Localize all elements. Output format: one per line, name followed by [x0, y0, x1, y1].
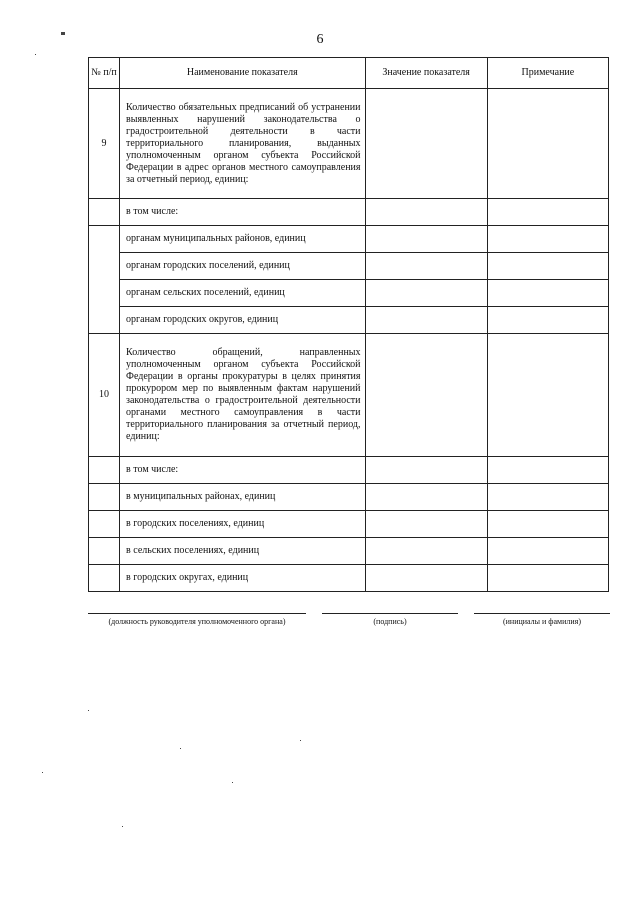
scan-speck — [122, 826, 123, 827]
position-signature-line[interactable] — [88, 613, 306, 615]
table-row — [89, 334, 609, 457]
table-row — [89, 565, 609, 592]
scan-speck — [180, 748, 181, 749]
row-number — [89, 538, 120, 565]
table-row — [89, 253, 609, 280]
note-cell[interactable] — [487, 89, 608, 199]
row-number: 9 — [89, 89, 120, 199]
row-name: Количество обращений, направленных уполномоченным органом субъекта Российской Федерации в органы прокуратуры в целях принятия прокурором мер по выявленным фактам нарушений законодательства о градостроительной деятельности органами местного самоуправления в части территориального планирования за отчетный период, единиц: — [120, 334, 365, 457]
row-name: в том числе: — [120, 457, 365, 484]
row-name: в городских поселениях, единиц — [120, 511, 365, 538]
row-name: органам муниципальных районов, единиц — [120, 226, 365, 253]
header-number: № п/п — [89, 58, 120, 89]
value-cell[interactable] — [365, 457, 487, 484]
table-row — [89, 226, 609, 253]
row-number — [89, 199, 120, 226]
row-name: в том числе: — [120, 199, 365, 226]
note-cell[interactable] — [487, 334, 608, 457]
table-header-row — [89, 58, 609, 89]
table-row — [89, 538, 609, 565]
value-cell[interactable] — [365, 511, 487, 538]
row-name: в муниципальных районах, единиц — [120, 484, 365, 511]
row-number: 10 — [89, 334, 120, 457]
note-cell[interactable] — [487, 199, 608, 226]
value-cell[interactable] — [365, 307, 487, 334]
scan-speck — [300, 740, 301, 741]
name-signature-line[interactable] — [474, 613, 610, 615]
note-cell[interactable] — [487, 307, 608, 334]
note-cell[interactable] — [487, 226, 608, 253]
position-label: (должность руководителя уполномоченного органа) — [108, 617, 286, 626]
scan-speck — [42, 772, 43, 773]
value-cell[interactable] — [365, 226, 487, 253]
value-cell[interactable] — [365, 280, 487, 307]
table-row — [89, 457, 609, 484]
row-number — [89, 457, 120, 484]
table-row — [89, 511, 609, 538]
scan-speck — [232, 782, 233, 783]
header-note: Примечание — [487, 58, 608, 89]
note-cell[interactable] — [487, 280, 608, 307]
row-name: Количество обязательных предписаний об устранении выявленных нарушений законодательства о градостроительной деятельности в части территориального планирования, выданных уполномоченным органом субъекта Российской Федерации в адрес органов местного самоуправления за отчетный период, единиц: — [120, 89, 365, 199]
row-name: в сельских поселениях, единиц — [120, 538, 365, 565]
note-cell[interactable] — [487, 511, 608, 538]
row-number — [89, 226, 120, 334]
value-cell[interactable] — [365, 484, 487, 511]
scan-speck — [35, 54, 36, 55]
value-cell[interactable] — [365, 253, 487, 280]
signature-label: (подпись) — [373, 617, 407, 626]
row-name: в городских округах, единиц — [120, 565, 365, 592]
note-cell[interactable] — [487, 484, 608, 511]
value-cell[interactable] — [365, 199, 487, 226]
signature-line[interactable] — [322, 613, 458, 615]
value-cell[interactable] — [365, 334, 487, 457]
header-name: Наименование показателя — [120, 58, 365, 89]
table-row — [89, 484, 609, 511]
header-value: Значение показателя — [365, 58, 487, 89]
row-name: органам городских поселений, единиц — [120, 253, 365, 280]
indicator-table — [88, 57, 609, 592]
row-name: органам сельских поселений, единиц — [120, 280, 365, 307]
note-cell[interactable] — [487, 253, 608, 280]
note-cell[interactable] — [487, 457, 608, 484]
value-cell[interactable] — [365, 89, 487, 199]
table-row — [89, 89, 609, 199]
scan-speck — [88, 710, 89, 711]
value-cell[interactable] — [365, 565, 487, 592]
page-number: 6 — [316, 32, 324, 47]
table-row — [89, 199, 609, 226]
row-name: органам городских округов, единиц — [120, 307, 365, 334]
table-row — [89, 307, 609, 334]
value-cell[interactable] — [365, 538, 487, 565]
note-cell[interactable] — [487, 538, 608, 565]
note-cell[interactable] — [487, 565, 608, 592]
row-number — [89, 565, 120, 592]
row-number — [89, 484, 120, 511]
row-number — [89, 511, 120, 538]
scan-speck — [61, 32, 65, 35]
name-label: (инициалы и фамилия) — [502, 617, 582, 626]
table-row — [89, 280, 609, 307]
